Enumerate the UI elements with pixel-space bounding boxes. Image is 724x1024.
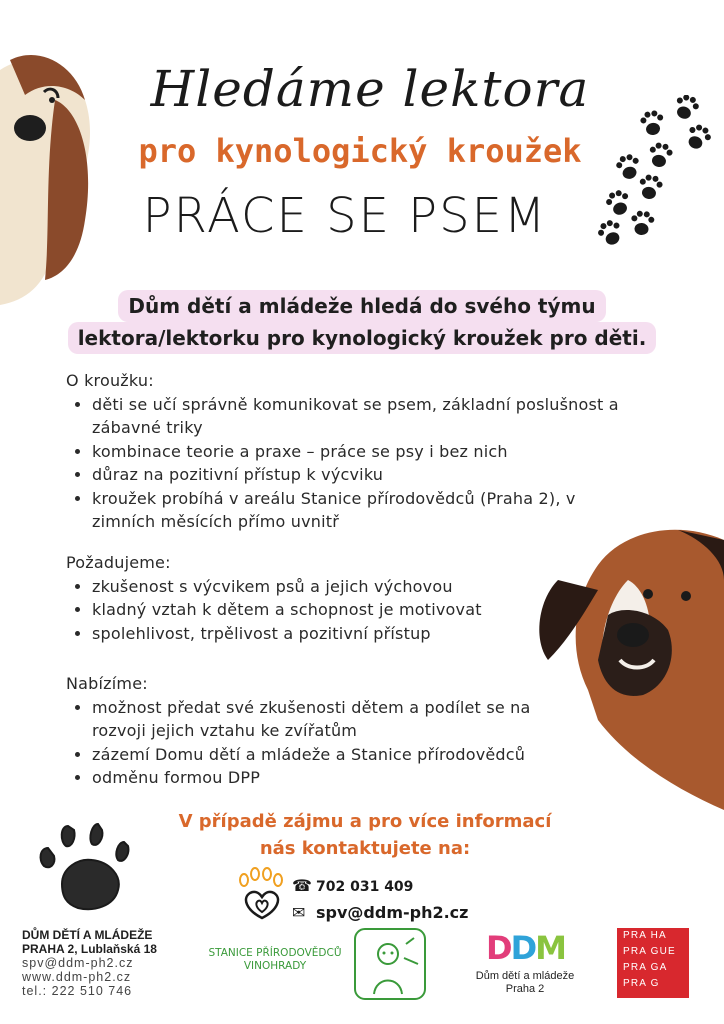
org-address: PRAHA 2, Lublaňská 18 — [22, 942, 157, 956]
paw-print-icon — [32, 818, 144, 914]
list-item: • kroužek probíhá v areálu Stanice přírodovědců (Praha 2), v zimních měsících přímo uvnitř — [92, 487, 632, 534]
contact-invite — [150, 808, 580, 862]
list-item: • zkušenost s výcvikem psů a jejich výchovou — [92, 575, 666, 599]
title-main: Hledáme lektora — [150, 60, 590, 118]
list-item: • důraz na pozitivní přístup k výcviku — [92, 463, 666, 487]
ddm-caption-line-1: Dům dětí a mládeže — [475, 970, 575, 982]
praha-row: PRA G — [623, 978, 660, 989]
praha-row: PRA HA — [623, 930, 667, 941]
contact-phone[interactable]: ☎ 702 031 409 — [292, 876, 414, 895]
praha-row: PRA GUE — [623, 946, 676, 957]
title-subtitle: pro kynologický kroužek — [138, 132, 582, 170]
org-web[interactable]: www.ddm-ph2.cz — [22, 970, 132, 984]
basset-hound-illustration — [0, 40, 100, 310]
ddm-caption-line-2: Praha 2 — [505, 983, 545, 995]
boxer-dog-illustration — [528, 520, 724, 810]
stanice-line-1: STANICE PŘÍRODOVĚDCŮ — [208, 947, 342, 959]
section-about — [66, 369, 666, 534]
paw-prints-decoration — [590, 95, 720, 255]
praha-logo — [617, 928, 689, 998]
ddm-letter-d2: D — [510, 929, 536, 967]
ddm-letter-m: M — [535, 929, 565, 967]
paw-heart-logo — [236, 866, 288, 922]
list-item: • možnost předat své zkušenosti dětem a podílet se na rozvoji jejich vztahu ke zvířatům — [92, 696, 562, 743]
intro-line-1: Dům dětí a mládeže hledá do svého týmu — [0, 290, 724, 322]
contact-line-2: nás kontaktujete na: — [259, 838, 471, 859]
list-item: • odměnu formou DPP — [92, 766, 666, 790]
contact-line-1: V případě zájmu a pro více informací — [178, 811, 552, 832]
stanice-logo-text — [200, 947, 350, 973]
list-item: • spolehlivost, trpělivost a pozitivní přístup — [92, 622, 666, 646]
section-about-heading: O kroužku: — [66, 371, 154, 390]
ddm-caption — [462, 970, 588, 996]
section-requirements-heading: Požadujeme: — [66, 553, 171, 572]
ddm-letter-d1: D — [486, 929, 511, 967]
section-offer-heading: Nabízíme: — [66, 674, 148, 693]
envelope-icon: ✉ — [292, 903, 306, 922]
org-phone[interactable]: tel.: 222 510 746 — [22, 984, 133, 998]
list-item: • děti se učí správně komunikovat se psem, základní poslušnost a zábavné triky — [92, 393, 652, 440]
phone-icon: ☎ — [292, 876, 312, 895]
stanice-kid-logo — [354, 928, 426, 1000]
org-email[interactable]: spv@ddm-ph2.cz — [22, 956, 134, 970]
ddm-logo — [486, 930, 565, 966]
contact-email[interactable]: ✉ spv@ddm-ph2.cz — [292, 903, 469, 922]
list-item: • kombinace teorie a praxe – práce se psy i bez nich — [92, 440, 666, 464]
title-topic: PRÁCE SE PSEM — [142, 188, 548, 244]
list-item: • kladný vztah k dětem a schopnost je motivovat — [92, 598, 666, 622]
intro-line-2: lektora/lektorku pro kynologický kroužek pro děti. — [0, 322, 724, 354]
list-item: • zázemí Domu dětí a mládeže a Stanice přírodovědců — [92, 743, 666, 767]
praha-row: PRA GA — [623, 962, 668, 973]
org-name: DŮM DĚTÍ A MLÁDEŽE — [22, 928, 153, 942]
org-info — [22, 928, 157, 998]
stanice-line-2: VINOHRADY — [243, 960, 307, 972]
